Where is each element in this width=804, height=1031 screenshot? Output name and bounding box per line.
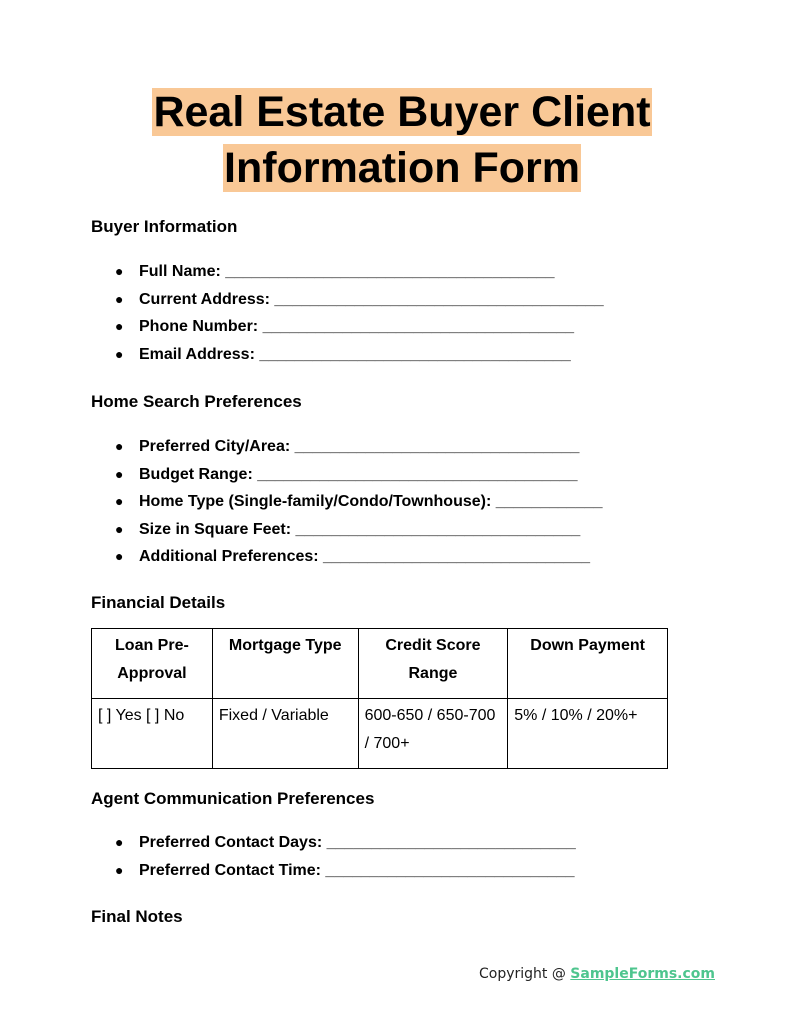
buyer-info-heading: Buyer Information bbox=[91, 217, 238, 236]
agent-comm-heading: Agent Communication Preferences bbox=[91, 789, 375, 808]
cell-credit-score-range: 600-650 / 650-700 / 700+ bbox=[358, 699, 508, 769]
cell-loan-pre-approval: [ ] Yes [ ] No bbox=[92, 699, 213, 769]
bullet-icon: ● bbox=[115, 318, 124, 335]
list-item: ● Current Address: _____________________________________ bbox=[91, 286, 604, 314]
home-search-heading: Home Search Preferences bbox=[91, 392, 302, 411]
header-mortgage-type: Mortgage Type bbox=[212, 629, 358, 699]
table-header-row bbox=[92, 629, 668, 699]
copyright-footer bbox=[479, 966, 715, 982]
bullet-icon: ● bbox=[115, 834, 124, 850]
page-title bbox=[0, 84, 804, 196]
bullet-icon: ● bbox=[115, 290, 124, 307]
list-item: ● Budget Range: ____________________________________ bbox=[91, 461, 603, 489]
agent-comm-list bbox=[91, 829, 576, 884]
sampleforms-link[interactable]: SampleForms.com bbox=[570, 966, 715, 982]
list-item: ● Size in Square Feet: ________________________________ bbox=[91, 516, 603, 544]
list-item: ● Additional Preferences: ______________________________ bbox=[91, 543, 603, 571]
table-row bbox=[92, 699, 668, 769]
financial-table bbox=[91, 628, 668, 769]
buyer-info-list bbox=[91, 258, 604, 368]
bullet-icon: ● bbox=[115, 493, 124, 510]
list-item: ● Home Type (Single-family/Condo/Townhouse): ____________ bbox=[91, 488, 603, 516]
home-search-list bbox=[91, 433, 603, 571]
title-line-1: Real Estate Buyer Client bbox=[153, 88, 651, 136]
list-item: ● Preferred City/Area: ________________________________ bbox=[91, 433, 603, 461]
header-credit-score-range: Credit Score Range bbox=[358, 629, 508, 699]
bullet-icon: ● bbox=[115, 548, 124, 565]
list-item: ● Preferred Contact Days: ____________________________ bbox=[91, 829, 576, 857]
final-notes-heading: Final Notes bbox=[91, 907, 183, 926]
bullet-icon: ● bbox=[115, 345, 124, 362]
bullet-icon: ● bbox=[115, 520, 124, 537]
title-line-2: Information Form bbox=[224, 144, 580, 192]
list-item: ● Phone Number: ___________________________________ bbox=[91, 313, 604, 341]
bullet-icon: ● bbox=[115, 263, 124, 279]
bullet-icon: ● bbox=[115, 438, 124, 454]
bullet-icon: ● bbox=[115, 861, 124, 878]
copyright-prefix: Copyright @ bbox=[478, 966, 571, 982]
header-down-payment: Down Payment bbox=[508, 629, 668, 699]
list-item: ● Full Name: _____________________________________ bbox=[91, 258, 604, 286]
bullet-icon: ● bbox=[115, 465, 124, 482]
header-loan-pre-approval: Loan Pre-Approval bbox=[92, 629, 213, 699]
cell-down-payment: 5% / 10% / 20%+ bbox=[508, 699, 668, 769]
cell-mortgage-type: Fixed / Variable bbox=[212, 699, 358, 769]
list-item: ● Email Address: ___________________________________ bbox=[91, 341, 604, 369]
financial-heading: Financial Details bbox=[91, 593, 226, 612]
list-item: ● Preferred Contact Time: ____________________________ bbox=[91, 857, 576, 885]
